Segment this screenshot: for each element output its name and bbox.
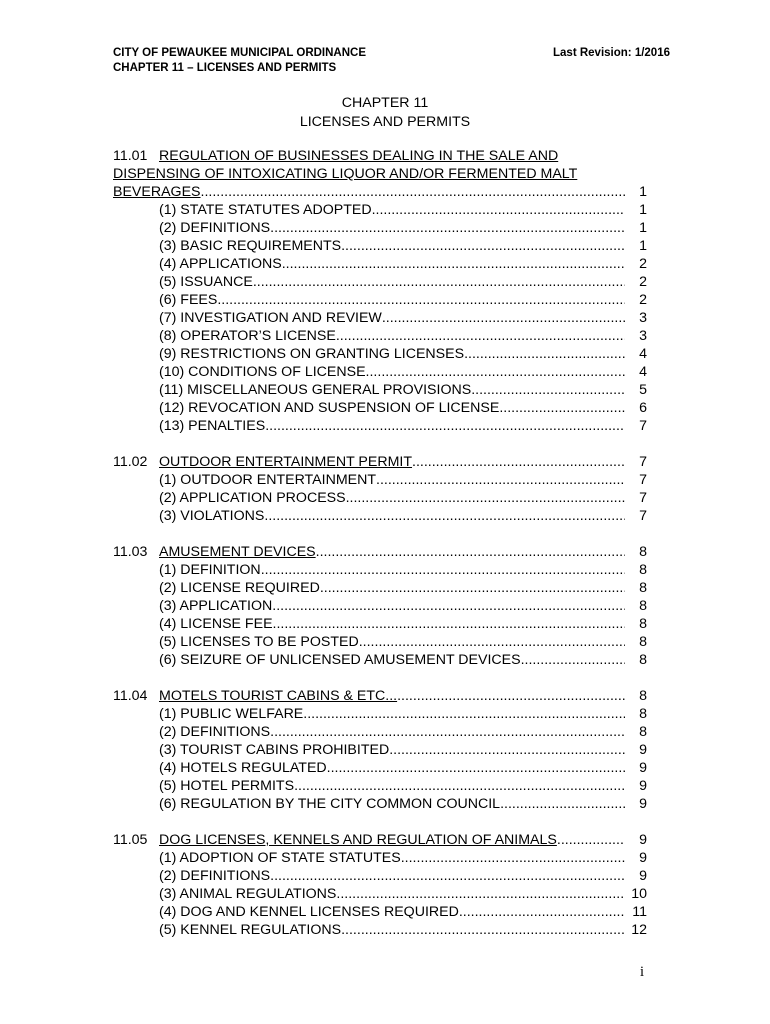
- toc-entry[interactable]: [113, 759, 647, 777]
- page-ref: 2: [639, 256, 647, 272]
- dot-leader: [389, 741, 625, 759]
- section-title: MOTELS TOURIST CABINS & ETC...: [159, 688, 398, 704]
- dot-leader: [372, 201, 625, 219]
- toc-entry[interactable]: [113, 489, 647, 507]
- chapter-heading: [0, 94, 770, 131]
- section-heading: [113, 831, 647, 849]
- toc-entry[interactable]: [113, 597, 647, 615]
- dot-leader: [341, 921, 625, 939]
- toc-entry[interactable]: [113, 615, 647, 633]
- toc-section: [113, 543, 647, 669]
- page-ref: 9: [639, 832, 647, 848]
- page-ref: 9: [639, 850, 647, 866]
- dot-leader: [253, 273, 625, 291]
- page-ref: 3: [639, 310, 647, 326]
- revision-date: Last Revision: 1/2016: [553, 47, 670, 59]
- page-number: i: [640, 964, 645, 980]
- section-title: AMUSEMENT DEVICES: [159, 544, 316, 560]
- page-ref: 8: [639, 706, 647, 722]
- entry-label: (5) ISSUANCE: [159, 274, 253, 290]
- dot-leader: [336, 327, 625, 345]
- toc-entry[interactable]: [113, 795, 647, 813]
- dot-leader: [346, 489, 625, 507]
- entry-label: (2) DEFINITIONS: [159, 220, 271, 236]
- dot-leader: [217, 291, 625, 309]
- chapter-number: CHAPTER 11: [341, 95, 429, 111]
- dot-leader: [376, 471, 625, 489]
- chapter-subtitle: CHAPTER 11 – LICENSES AND PERMITS: [113, 61, 337, 74]
- dot-leader: [320, 579, 625, 597]
- page-ref: 8: [639, 652, 647, 668]
- entry-label: (5) KENNEL REGULATIONS: [159, 922, 342, 938]
- toc-entry[interactable]: [113, 651, 647, 669]
- toc-entry[interactable]: [113, 633, 647, 651]
- section-title: REGULATION OF BUSINESSES DEALING IN THE SALE AND: [159, 148, 559, 164]
- dot-leader: [401, 849, 625, 867]
- toc-entry[interactable]: [113, 867, 647, 885]
- toc-entry[interactable]: [113, 777, 647, 795]
- page-ref: 3: [639, 328, 647, 344]
- entry-label: (3) APPLICATION: [159, 598, 273, 614]
- dot-leader: [359, 633, 625, 651]
- entry-label: (2) APPLICATION PROCESS: [159, 490, 346, 506]
- section-title: OUTDOOR ENTERTAINMENT PERMIT: [159, 454, 413, 470]
- toc-entry[interactable]: [113, 507, 647, 525]
- toc-entry[interactable]: [113, 273, 647, 291]
- section-title-line[interactable]: [113, 687, 647, 705]
- page-ref: 4: [639, 346, 647, 362]
- page-ref: 8: [639, 616, 647, 632]
- page-ref: 9: [639, 760, 647, 776]
- section-title: DISPENSING OF INTOXICATING LIQUOR AND/OR FERMENTED MALT: [113, 166, 578, 182]
- section-title-line[interactable]: [113, 831, 647, 849]
- dot-leader: [294, 777, 625, 795]
- section-title-line[interactable]: [113, 183, 647, 201]
- entry-label: (1) STATE STATUTES ADOPTED: [159, 202, 372, 218]
- toc-entry[interactable]: [113, 705, 647, 723]
- chapter-name: LICENSES AND PERMITS: [299, 113, 471, 130]
- entry-label: (1) DEFINITION: [159, 562, 261, 578]
- entry-label: (4) HOTELS REGULATED: [159, 760, 327, 776]
- entry-label: (1) ADOPTION OF STATE STATUTES: [159, 850, 401, 866]
- dot-leader: [261, 561, 625, 579]
- entry-label: (9) RESTRICTIONS ON GRANTING LICENSES: [159, 346, 465, 362]
- entry-label: (8) OPERATOR’S LICENSE: [159, 328, 336, 344]
- section-number: 11.05: [113, 832, 148, 848]
- page-ref: 7: [639, 418, 647, 434]
- entry-label: (6) FEES: [159, 292, 218, 308]
- table-of-contents: [113, 147, 647, 957]
- page-ref: 8: [639, 688, 647, 704]
- section-number: 11.02: [113, 454, 148, 470]
- page-ref: 6: [639, 400, 647, 416]
- ordinance-title: CITY OF PEWAUKEE MUNICIPAL ORDINANCE: [113, 47, 367, 59]
- section-title-line: [113, 165, 647, 183]
- dot-leader: [270, 723, 625, 741]
- toc-entry[interactable]: [113, 291, 647, 309]
- page-ref: 11: [632, 904, 647, 920]
- entry-label: (4) LICENSE FEE: [159, 616, 273, 632]
- toc-entry[interactable]: [113, 345, 647, 363]
- entry-label: (2) LICENSE REQUIRED: [159, 580, 320, 596]
- dot-leader: [397, 687, 625, 705]
- toc-entry[interactable]: [113, 417, 647, 435]
- section-heading: [113, 453, 647, 471]
- page-ref: 9: [639, 868, 647, 884]
- toc-entry[interactable]: [113, 399, 647, 417]
- dot-leader: [500, 795, 625, 813]
- section-title-line[interactable]: [113, 453, 647, 471]
- page-ref: 8: [639, 724, 647, 740]
- toc-entry[interactable]: [113, 741, 647, 759]
- dot-leader: [521, 651, 625, 669]
- entry-label: (2) DEFINITIONS: [159, 868, 271, 884]
- section-title-line[interactable]: [113, 543, 647, 561]
- section-number: 11.01: [113, 148, 148, 164]
- toc-entry[interactable]: [113, 309, 647, 327]
- page-ref: 1: [639, 202, 647, 218]
- entry-label: (13) PENALTIES: [159, 418, 266, 434]
- dot-leader: [464, 345, 625, 363]
- page-ref: 7: [639, 472, 647, 488]
- entry-label: (6) REGULATION BY THE CITY COMMON COUNCIL: [159, 796, 501, 812]
- toc-section: [113, 687, 647, 813]
- toc-entry[interactable]: [113, 381, 647, 399]
- section-number: 11.04: [113, 688, 148, 704]
- dot-leader: [412, 453, 625, 471]
- dot-leader: [366, 363, 625, 381]
- page-ref: 9: [639, 742, 647, 758]
- dot-leader: [272, 597, 625, 615]
- entry-label: (1) PUBLIC WELFARE: [159, 706, 304, 722]
- dot-leader: [341, 237, 625, 255]
- page-ref: 7: [639, 490, 647, 506]
- dot-leader: [382, 309, 625, 327]
- page-ref: 9: [639, 796, 647, 812]
- toc-entry[interactable]: [113, 255, 647, 273]
- toc-entry[interactable]: [113, 849, 647, 867]
- toc-entry[interactable]: [113, 921, 647, 939]
- section-title: DOG LICENSES, KENNELS AND REGULATION OF ANIMALS: [159, 832, 557, 848]
- entry-label: (3) VIOLATIONS: [159, 508, 265, 524]
- toc-entry[interactable]: [113, 903, 647, 921]
- dot-leader: [264, 507, 625, 525]
- dot-leader: [270, 219, 625, 237]
- entry-label: (3) TOURIST CABINS PROHIBITED: [159, 742, 390, 758]
- toc-entry[interactable]: [113, 471, 647, 489]
- toc-entry[interactable]: [113, 237, 647, 255]
- page-ref: 2: [639, 274, 647, 290]
- entry-label: (5) LICENSES TO BE POSTED: [159, 634, 359, 650]
- dot-leader: [273, 615, 625, 633]
- section-title-line: [113, 147, 647, 165]
- dot-leader: [471, 381, 625, 399]
- page-ref: 1: [639, 184, 647, 200]
- dot-leader: [201, 183, 625, 201]
- entry-label: (5) HOTEL PERMITS: [159, 778, 295, 794]
- section-heading: [113, 543, 647, 561]
- entry-label: (3) BASIC REQUIREMENTS: [159, 238, 342, 254]
- header-row: [113, 46, 670, 61]
- page-ref: 12: [631, 922, 647, 938]
- toc-entry[interactable]: [113, 579, 647, 597]
- dot-leader: [303, 705, 625, 723]
- entry-label: (10) CONDITIONS OF LICENSE: [159, 364, 366, 380]
- page-ref: 7: [639, 508, 647, 524]
- toc-entry[interactable]: [113, 219, 647, 237]
- toc-entry[interactable]: [113, 885, 647, 903]
- toc-entry[interactable]: [113, 561, 647, 579]
- entry-label: (3) ANIMAL REGULATIONS: [159, 886, 337, 902]
- page-header: [113, 46, 670, 75]
- dot-leader: [265, 417, 625, 435]
- page-ref: 7: [639, 454, 647, 470]
- dot-leader: [499, 399, 625, 417]
- page-ref: 1: [639, 238, 647, 254]
- toc-section: [113, 147, 647, 435]
- page-ref: 8: [639, 580, 647, 596]
- dot-leader: [270, 867, 625, 885]
- toc-entry[interactable]: [113, 363, 647, 381]
- page-ref: 9: [639, 778, 647, 794]
- page-ref: 10: [631, 886, 647, 902]
- entry-label: (1) OUTDOOR ENTERTAINMENT: [159, 472, 377, 488]
- section-number: 11.03: [113, 544, 148, 560]
- toc-entry[interactable]: [113, 327, 647, 345]
- toc-section: [113, 831, 647, 939]
- section-heading: [113, 687, 647, 705]
- toc-entry[interactable]: [113, 723, 647, 741]
- section-title: BEVERAGES: [113, 184, 201, 200]
- page-ref: 4: [639, 364, 647, 380]
- section-heading: [113, 147, 647, 201]
- entry-label: (11) MISCELLANEOUS GENERAL PROVISIONS: [159, 382, 472, 398]
- toc-entry[interactable]: [113, 201, 647, 219]
- page-ref: 8: [639, 598, 647, 614]
- entry-label: (6) SEIZURE OF UNLICENSED AMUSEMENT DEVICES: [159, 652, 521, 668]
- entry-label: (4) APPLICATIONS: [159, 256, 282, 272]
- page-ref: 5: [639, 382, 647, 398]
- entry-label: (4) DOG AND KENNEL LICENSES REQUIRED: [159, 904, 459, 920]
- dot-leader: [327, 759, 625, 777]
- toc-section: [113, 453, 647, 525]
- entry-label: (7) INVESTIGATION AND REVIEW: [159, 310, 382, 326]
- entry-label: (2) DEFINITIONS: [159, 724, 271, 740]
- page-ref: 8: [639, 562, 647, 578]
- page-ref: 8: [639, 634, 647, 650]
- dot-leader: [557, 831, 625, 849]
- page-ref: 2: [639, 292, 647, 308]
- dot-leader: [316, 543, 625, 561]
- page-ref: 8: [639, 544, 647, 560]
- dot-leader: [459, 903, 625, 921]
- page-ref: 1: [639, 220, 647, 236]
- dot-leader: [336, 885, 625, 903]
- entry-label: (12) REVOCATION AND SUSPENSION OF LICENSE: [159, 400, 500, 416]
- dot-leader: [282, 255, 625, 273]
